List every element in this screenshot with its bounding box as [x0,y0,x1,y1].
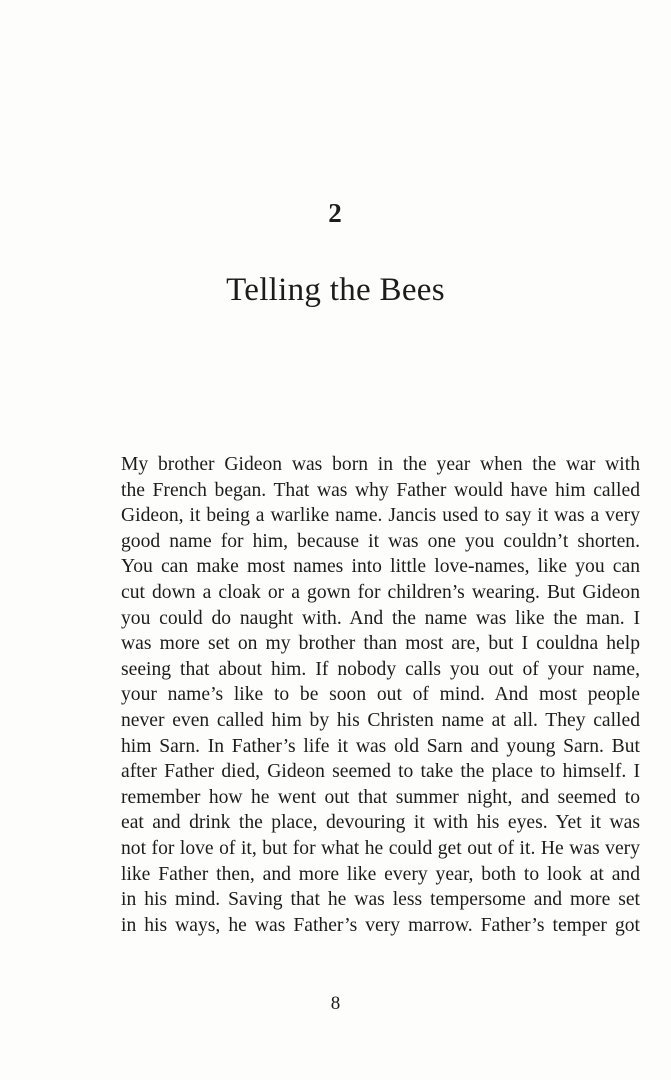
body-line: in his ways, he was Father’s very marrow. Father’s temper got [121,914,640,936]
body-line: not for love of it, but for what he could get out of it. He was very [121,837,640,859]
chapter-number: 2 [328,198,343,228]
body-line: in his mind. Saving that he was less tempersome and more set [121,889,640,911]
body-text [121,452,640,938]
chapter-title: Telling the Bees [226,272,445,308]
body-line: him Sarn. In Father’s life it was old Sarn and young Sarn. But [121,735,640,757]
body-line: never even called him by his Christen name at all. They called [121,709,640,731]
body-line: like Father then, and more like every year, both to look at and [121,863,640,885]
body-line: you could do naught with. And the name was like the man. I [121,607,640,629]
body-line: was more set on my brother than most are, but I couldna help [121,633,640,655]
body-line: after Father died, Gideon seemed to take the place to himself. I [121,761,640,783]
body-line: remember how he went out that summer night, and seemed to [121,786,640,808]
body-line: your name’s like to be soon out of mind. And most people [121,684,640,706]
body-line: eat and drink the place, devouring it with his eyes. Yet it was [121,812,640,834]
body-line: Gideon, it being a warlike name. Jancis used to say it was a very [121,505,640,527]
body-line: good name for him, because it was one you couldn’t shorten. [121,530,640,552]
body-line: the French began. That was why Father would have him called [121,479,640,501]
body-line: You can make most names into little love-names, like you can [121,556,640,578]
body-line: cut down a cloak or a gown for children’s wearing. But Gideon [121,581,640,603]
page-number: 8 [330,993,341,1014]
body-line: seeing that about him. If nobody calls you out of your name, [121,658,640,680]
body-line: My brother Gideon was born in the year when the war with [121,454,640,475]
